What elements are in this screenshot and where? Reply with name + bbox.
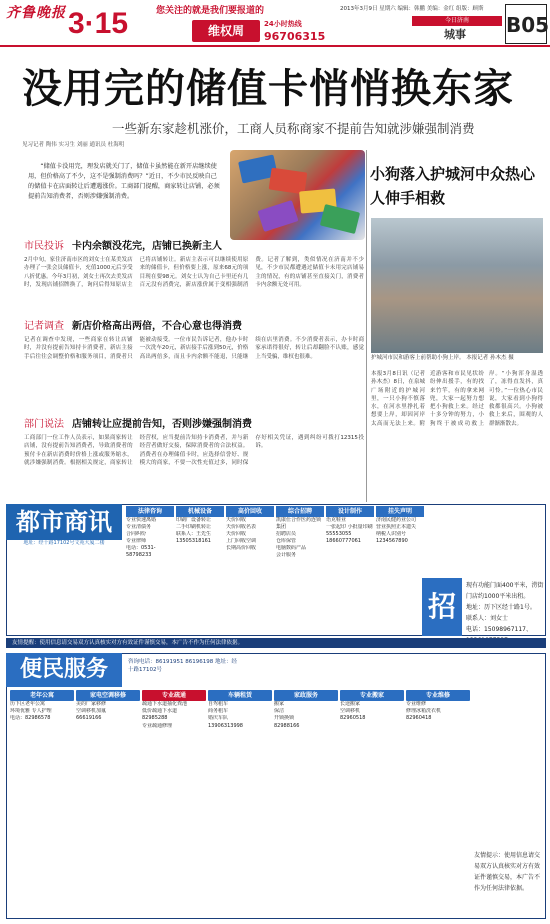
column-divider bbox=[366, 150, 367, 502]
service-column-heading: 专业疏通 bbox=[142, 690, 206, 701]
classified-column bbox=[176, 506, 224, 634]
service-item: 空调移机加氟 bbox=[76, 708, 107, 715]
classified-title: 都市商讯 bbox=[6, 504, 122, 540]
service-item: 电话：82986578 bbox=[10, 715, 51, 722]
service-column bbox=[142, 690, 206, 840]
section-text-investigation: 记者在调查中发现，一些商家在转让店铺时，并没有提前告知持卡消费者，新店主接手后往往会调整价格和服务项目，消费者只能被动接受。一位市民告诉记者，他办卡时一次洗车20元，新店接手后涨到50元，价格高出两倍多，而且卡内余额不能退，只能继续在店里消费。不少消费者表示，办卡时商家承诺得很好，转让后却翻脸不认账，感觉上当受骗，维权也很难。 bbox=[24, 337, 364, 360]
classified-item: 专业快速离婚 bbox=[126, 517, 157, 523]
service-column-heading: 专业维修 bbox=[406, 690, 470, 701]
main-headline: 没用完的储值卡悄悄换东家 bbox=[22, 66, 514, 112]
classified-item: 13505318161 bbox=[176, 538, 211, 544]
classified-column bbox=[376, 506, 424, 634]
section-heading-investigation: 记者调查 新店价格高出两倍，不合心意也得消费 bbox=[24, 321, 242, 332]
side-story-title: 小狗落入护城河中众热心人伸手相救 bbox=[370, 165, 536, 207]
service-item: 82988166 bbox=[274, 722, 300, 729]
classified-column-heading: 高价回收 bbox=[226, 506, 274, 517]
campaign-number: 3·15 bbox=[68, 7, 129, 40]
service-column-heading: 车辆租赁 bbox=[208, 690, 272, 701]
service-item: 82960418 bbox=[406, 715, 432, 722]
classified-item: 天价回收 bbox=[226, 531, 247, 537]
service-note: 友情提示：使用信息请交易双方认真核实对方有效证件谨慎交易，本广告不作为任何法律依据。 bbox=[474, 852, 541, 892]
classified-item: 专业律师 bbox=[126, 538, 147, 544]
classified-item: 会计服务 bbox=[276, 552, 297, 558]
classified-item: 1234567890 bbox=[376, 538, 408, 544]
classified-item: 济南民健药业公司 bbox=[376, 517, 417, 523]
service-item: 66619166 bbox=[76, 715, 102, 722]
page-number: B05 bbox=[505, 4, 547, 44]
service-column bbox=[76, 690, 140, 840]
service-item: 历下区老年公寓 bbox=[10, 701, 46, 707]
classified-item: 二手印刷机转让 bbox=[176, 524, 212, 530]
service-column bbox=[340, 690, 404, 840]
service-item: 环境优雅 专人护理 bbox=[10, 708, 52, 715]
hotline-number: 96706315 bbox=[264, 30, 326, 43]
notice-bar: 友情提醒：使用信息请交易双方认真核实对方有效证件谨慎交易，本广告不作为任何法律依据。 bbox=[6, 638, 546, 648]
classified-item: 一张起印 小批量印刷 bbox=[326, 524, 373, 530]
classified-item: 电话：0531-58798233 bbox=[126, 545, 156, 558]
service-phone: 咨询电话：86191951 86196198 地址：经十路17102号 bbox=[128, 659, 237, 673]
service-column-heading: 家电空调移修 bbox=[76, 690, 140, 701]
recruit-line: 现有功能门面400平米，涝街门店约1000平米出租。 bbox=[466, 582, 544, 600]
classified-item: 长期高价回收 bbox=[226, 545, 257, 551]
section-heading-department: 部门说法 店铺转让应提前告知，否则涉嫌强制消费 bbox=[24, 419, 252, 430]
service-title: 便民服务 bbox=[6, 653, 122, 687]
classified-column bbox=[326, 506, 374, 634]
classified-column bbox=[276, 506, 324, 634]
service-item: 长途搬家 bbox=[340, 701, 361, 707]
classified-item: 印刷厂设备转让 bbox=[176, 517, 212, 523]
service-item: 空调移机 bbox=[340, 708, 361, 715]
service-item: 专业维修 bbox=[406, 701, 427, 707]
classified-item: 语克鞋业 bbox=[326, 517, 347, 523]
section-text-department: 工商部门一位工作人员表示，如果商家转让店铺，没有提前告知消费者，导致消费者的预付卡在新店消费时价格上涨或服务缩水，就涉嫌强制消费。根据相关规定，商家转让经营权，应当提前告知持卡消费者，并与新经营者做好交接，保障消费者的合法权益。消费者在办理储值卡时，应选择信誉好、规模大的商家，不要一次性充值过多，同时保存好相关凭证，遇到纠纷可拨打12315投诉。 bbox=[24, 435, 364, 466]
classified-item: 电脑数码产品 bbox=[276, 545, 307, 551]
service-item: 82960518 bbox=[340, 715, 366, 722]
service-column bbox=[274, 690, 338, 840]
section-text-complaint: 2月中旬，家住济南市区的刘女士在某美发店办理了一张会员储值卡，充值1000元后享受八折优惠。今年3月初，刘女士再次去美发店时，发现店铺招牌换了，询问后得知原店主已将店铺转让。新店主表示可以继续使用原来的储值卡，但价格要上涨，原来68元的项目现在要98元。刘女士认为自己卡里还有几百元没有消费完，新店涨价属于变相强制消费。记者了解到，类似情况在济南并不少见，不少市民都遭遇过储值卡未用完店铺易主的情况，有的店铺甚至直接关门，消费者卡内余额无处可用。 bbox=[24, 257, 364, 288]
hotline-label: 24小时热线 bbox=[264, 20, 302, 28]
classified-column-heading: 设计制作 bbox=[326, 506, 374, 517]
recruit-line: 电话：15098967117、 bbox=[466, 626, 532, 633]
service-item: 搬家 bbox=[274, 701, 285, 707]
recruit-line: 地址：历下区经十路1号。 bbox=[466, 604, 536, 611]
service-item: 美的厂家移修 bbox=[76, 701, 107, 707]
service-column-heading: 家政服务 bbox=[274, 690, 338, 701]
service-item: 自驾租车 bbox=[208, 701, 229, 707]
service-item: 婚庆车队 bbox=[208, 715, 229, 722]
classified-column-heading: 机械设备 bbox=[176, 506, 224, 517]
main-subheadline: 一些新东家趁机涨价，工商人员称商家不提前告知就涉嫌强制消费 bbox=[112, 121, 475, 136]
top-rule bbox=[0, 45, 550, 47]
classified-item: 天价回收 bbox=[226, 517, 247, 523]
recruit-badge: 招商 bbox=[422, 578, 462, 636]
service-column-heading: 专业搬家 bbox=[340, 690, 404, 701]
classified-item: 联系人：王先生 bbox=[176, 531, 212, 537]
recruit-text bbox=[466, 580, 546, 636]
service-item: 13906313998 bbox=[208, 722, 243, 729]
byline: 见习记者 陶伟 实习生 刘丽 通讯员 杜海明 bbox=[22, 142, 125, 148]
lead-paragraph: “储值卡没用完，理发店就关门了，储值卡虽然能在新开店继续使用，但价格高了不少，这不是强制消费吗？”近日，不少市民反映自己的储值卡在店面转让后遭遇涨价。工商部门提醒，商家转让店铺，必须提前告知消费者，否则涉嫌强制消费。 bbox=[28, 163, 220, 200]
service-column bbox=[208, 690, 272, 840]
classified-item: 营业执照正本遗失 bbox=[376, 524, 417, 530]
classified-column-heading: 挂失声明 bbox=[376, 506, 424, 517]
stored-value-cards-photo bbox=[230, 150, 365, 240]
today-city-label: 今日济南 bbox=[412, 16, 502, 26]
section-heading-complaint: 市民投诉 卡内余额没花完，店铺已换新主人 bbox=[24, 241, 222, 252]
classified-column-heading: 综合招聘 bbox=[276, 506, 324, 517]
service-item: 疏通下水道抽化粪池 bbox=[142, 701, 188, 707]
service-item: 修理冰箱洗衣机 bbox=[406, 708, 442, 715]
service-item: 开锁换锁 bbox=[274, 715, 295, 722]
classified-item: 专业清债务 bbox=[126, 524, 152, 530]
service-item: 商务租车 bbox=[208, 708, 229, 715]
classified-item: 凯康仕合作医药连锁集团 bbox=[276, 517, 322, 530]
classified-subtitle: 地址：经十路17102号文苑大厦二楼 bbox=[23, 540, 105, 546]
service-item: 82985288 bbox=[142, 715, 168, 722]
campaign-title: 维权周 bbox=[192, 20, 260, 42]
campaign-slogan: 您关注的就是我们要报道的 bbox=[156, 6, 265, 16]
recruit-line: 联系人：刘女士 bbox=[466, 615, 509, 622]
service-column bbox=[406, 690, 470, 840]
service-item: 专业疏通修理 bbox=[142, 722, 173, 729]
service-item: 低价疏通下水道 bbox=[142, 708, 178, 715]
side-story-text: 本报3月8日讯（记者 孙木杰）8日，在泉城广场附近的护城河里，一只小狗不慎落水，在河水里挣扎着想要上岸，却因河岸太高而无法上来。附近游客和市民见状纷纷伸出援手，有的找来竹竿，有的拿来网兜，大家一起努力想把小狗救上来。经过十多分钟的努力，小狗终于被成功救上岸。“小狗浑身湿透了，冻得直发抖，真可怜。”一位热心市民说，大家看到小狗得救都很高兴。小狗被救上来后，围观的人群渐渐散去。 bbox=[371, 371, 543, 427]
classified-column bbox=[126, 506, 174, 634]
service-column bbox=[10, 690, 74, 840]
classified-column bbox=[226, 506, 274, 634]
classified-item: 招聘店员 bbox=[276, 531, 297, 537]
side-story-photo bbox=[371, 218, 543, 353]
service-column-heading: 老年公寓 bbox=[10, 690, 74, 701]
side-story-caption: 护城河市民和游客上前帮助小狗上岸。 本报记者 孙木杰 摄 bbox=[371, 355, 514, 361]
classified-item: 纳税人识别号 bbox=[376, 531, 407, 537]
classified-item: 合同纠纷 bbox=[126, 531, 147, 537]
service-item: 保洁 bbox=[274, 708, 285, 715]
classified-item: 55553055 18660777061 bbox=[326, 531, 361, 544]
classified-item: 天价回收名表 bbox=[226, 524, 257, 530]
section-name: 城事 bbox=[444, 28, 466, 41]
classified-item: 上门回收空调 bbox=[226, 538, 257, 544]
newspaper-logo: 齐鲁晚报 bbox=[6, 5, 66, 21]
classified-item: 仓库保管 bbox=[276, 538, 297, 544]
dateline: 2013年3月9日 星期六 编辑：韩鹏 美编：金红 组版：顾斯 bbox=[340, 6, 484, 12]
classified-column-heading: 法律咨询 bbox=[126, 506, 174, 517]
